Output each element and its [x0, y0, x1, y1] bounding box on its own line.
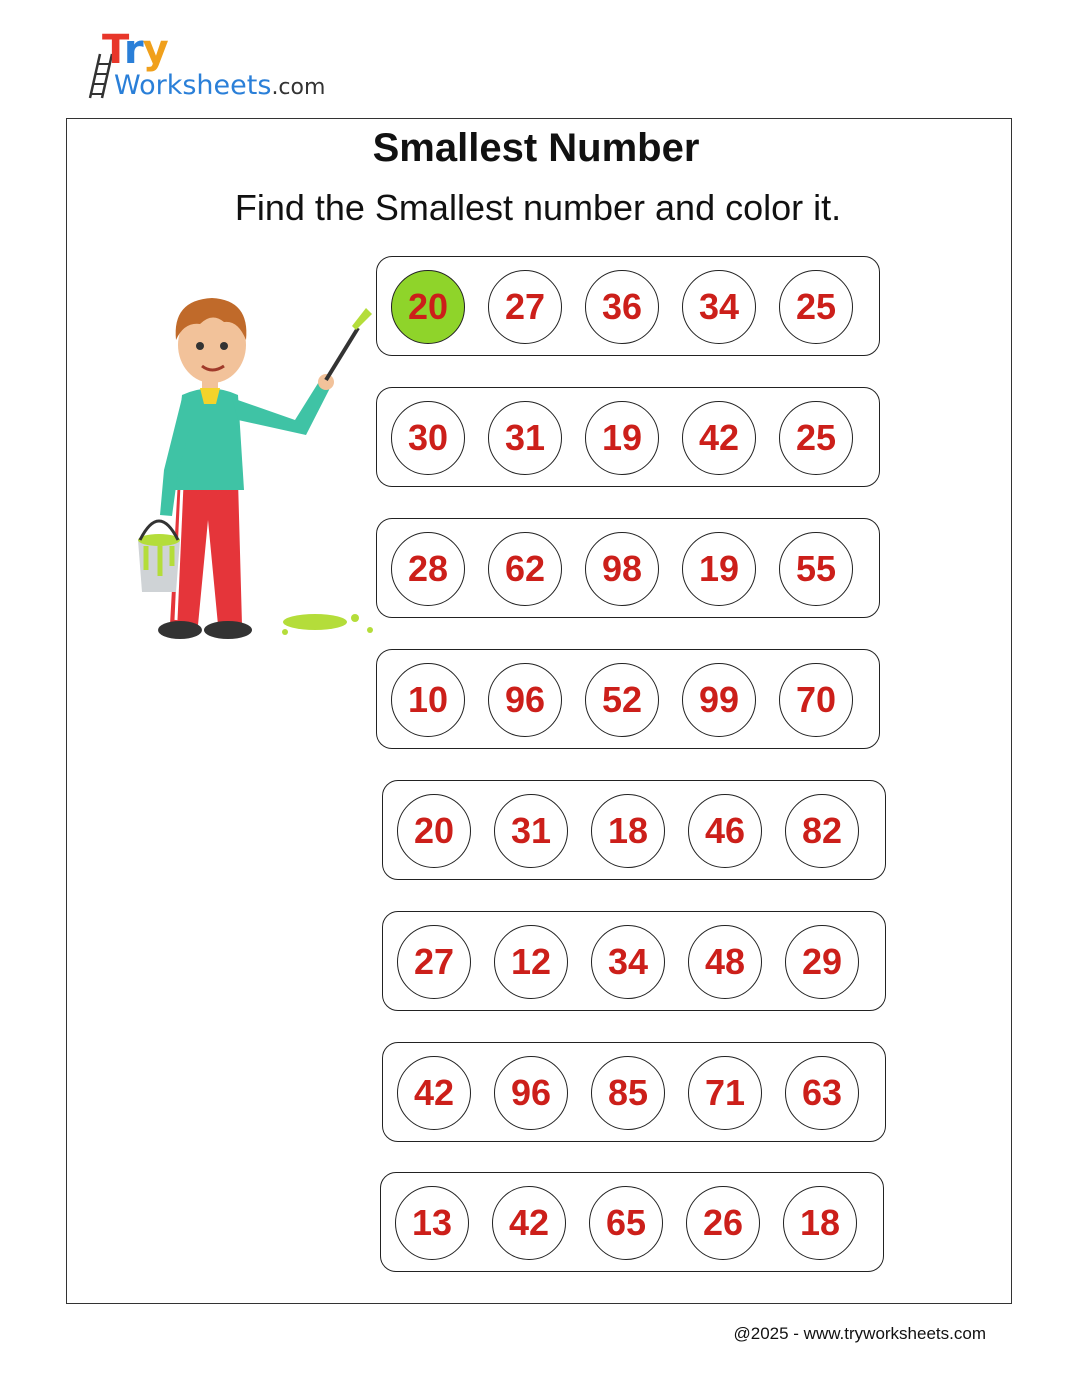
number-row: [376, 518, 880, 618]
number-row: [376, 387, 880, 487]
page-title: Smallest Number: [372, 126, 700, 170]
number-circle[interactable]: 34: [682, 270, 756, 344]
footer-copyright: @2025 - www.tryworksheets.com: [733, 1324, 986, 1343]
number-circle[interactable]: 48: [688, 925, 762, 999]
number-circle[interactable]: 26: [686, 1186, 760, 1260]
number-circle[interactable]: 19: [585, 401, 659, 475]
number-circle[interactable]: 31: [488, 401, 562, 475]
number-row: [382, 1042, 886, 1142]
number-circle[interactable]: 10: [391, 663, 465, 737]
number-circle[interactable]: 18: [591, 794, 665, 868]
number-circle[interactable]: 25: [779, 401, 853, 475]
boy-painter-illustration: [120, 270, 390, 660]
number-circle[interactable]: 98: [585, 532, 659, 606]
number-circle[interactable]: 36: [585, 270, 659, 344]
number-circle[interactable]: 42: [397, 1056, 471, 1130]
number-circle[interactable]: 13: [395, 1186, 469, 1260]
number-circle[interactable]: 20: [391, 270, 465, 344]
number-circle[interactable]: 27: [488, 270, 562, 344]
number-circle[interactable]: 62: [488, 532, 562, 606]
number-circle[interactable]: 20: [397, 794, 471, 868]
number-circle[interactable]: 42: [492, 1186, 566, 1260]
number-row: [382, 911, 886, 1011]
number-circle[interactable]: 82: [785, 794, 859, 868]
number-circle[interactable]: 18: [783, 1186, 857, 1260]
number-circle[interactable]: 28: [391, 532, 465, 606]
number-circle[interactable]: 12: [494, 925, 568, 999]
number-row: [382, 780, 886, 880]
number-circle[interactable]: 29: [785, 925, 859, 999]
number-circle[interactable]: 52: [585, 663, 659, 737]
number-circle[interactable]: 27: [397, 925, 471, 999]
number-circle[interactable]: 96: [494, 1056, 568, 1130]
number-circle[interactable]: 34: [591, 925, 665, 999]
number-circle[interactable]: 85: [591, 1056, 665, 1130]
number-circle[interactable]: 71: [688, 1056, 762, 1130]
site-logo: [88, 27, 338, 105]
number-row: [376, 256, 880, 356]
number-circle[interactable]: 55: [779, 532, 853, 606]
number-circle[interactable]: 70: [779, 663, 853, 737]
number-row: [380, 1172, 884, 1272]
number-circle[interactable]: 30: [391, 401, 465, 475]
instruction-text: Find the Smallest number and color it.: [234, 187, 842, 228]
logo-worksheets: Worksheets.com: [114, 70, 326, 101]
number-circle[interactable]: 19: [682, 532, 756, 606]
number-circle[interactable]: 63: [785, 1056, 859, 1130]
logo-try: Try: [102, 27, 168, 73]
number-circle[interactable]: 96: [488, 663, 562, 737]
number-circle[interactable]: 25: [779, 270, 853, 344]
number-circle[interactable]: 46: [688, 794, 762, 868]
number-circle[interactable]: 65: [589, 1186, 663, 1260]
number-row: [376, 649, 880, 749]
number-circle[interactable]: 42: [682, 401, 756, 475]
number-circle[interactable]: 99: [682, 663, 756, 737]
number-circle[interactable]: 31: [494, 794, 568, 868]
